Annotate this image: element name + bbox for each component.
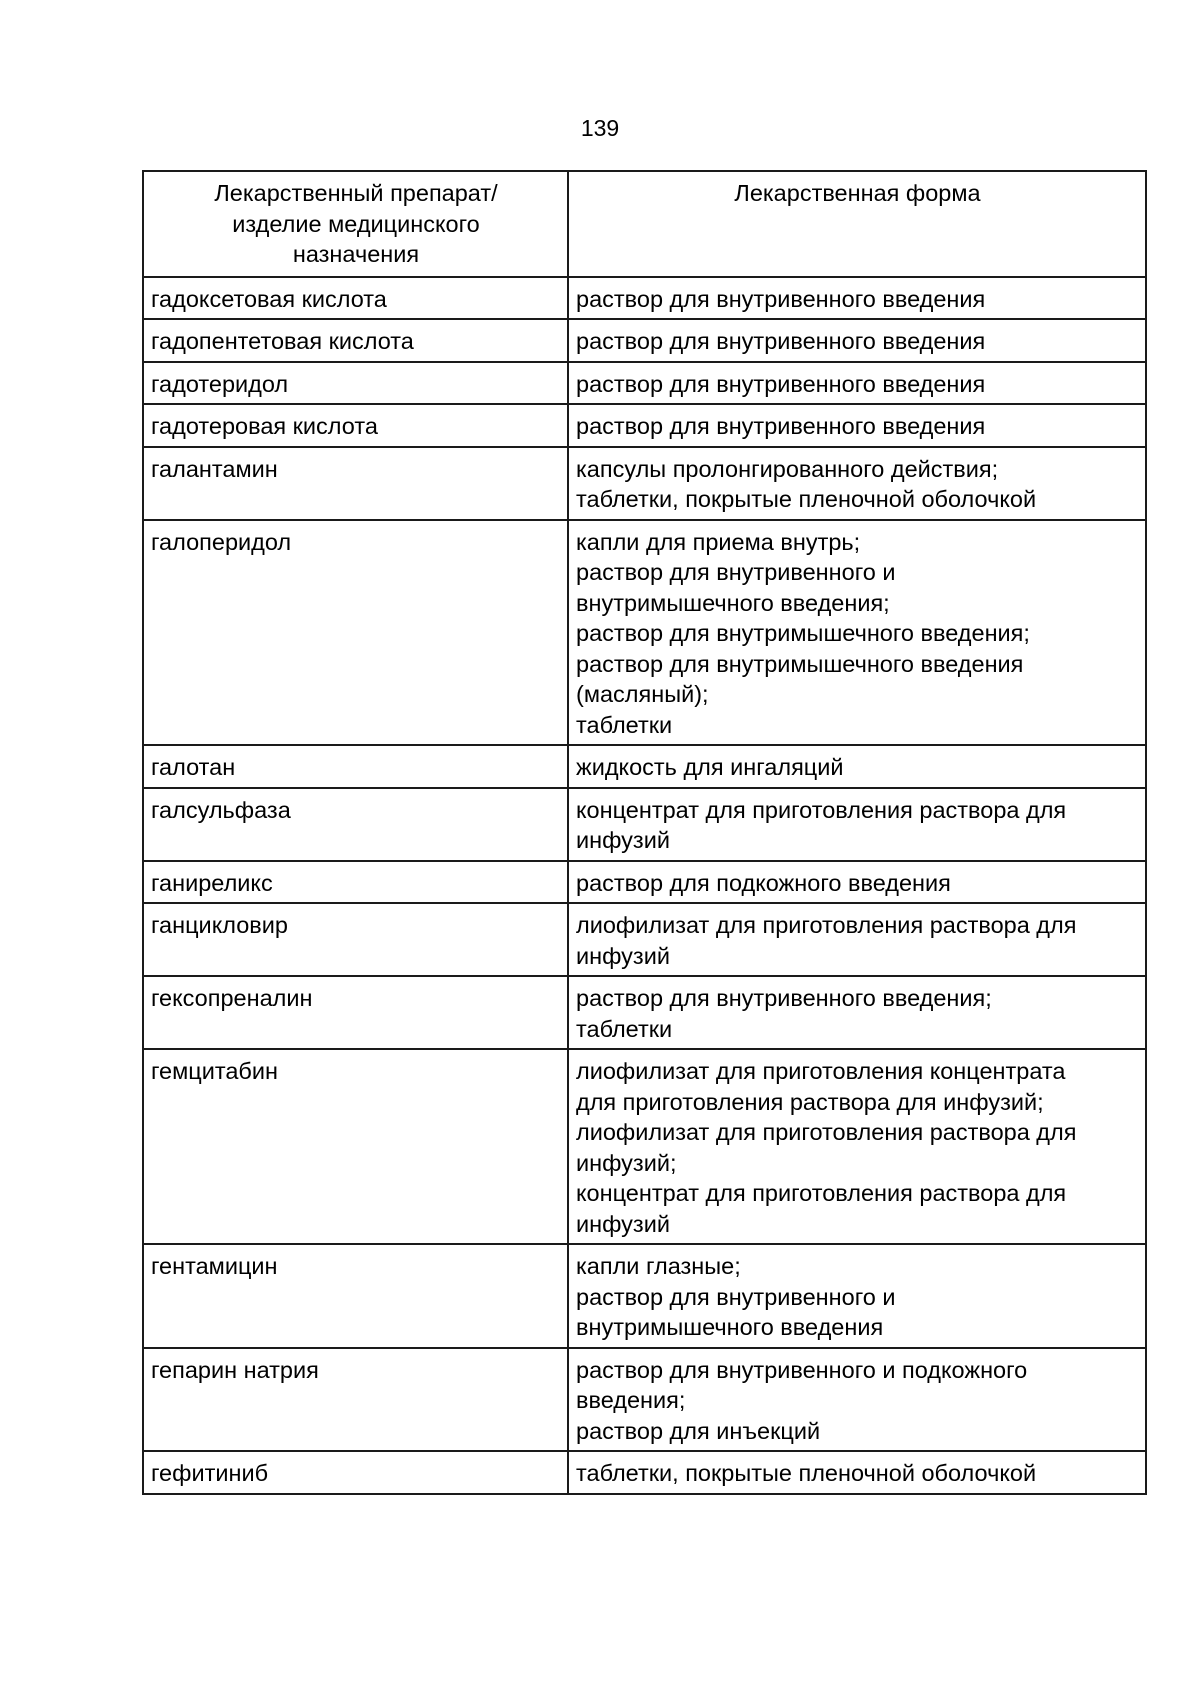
dosage-form-cell: раствор для внутривенного введения [568,319,1146,362]
drug-name-cell: гентамицин [143,1244,568,1348]
dosage-form-cell: таблетки, покрытые пленочной оболочкой [568,1451,1146,1494]
drug-table [142,170,1147,1495]
drug-name-cell: галоперидол [143,520,568,746]
page-number: 139 [580,115,620,141]
dosage-form-cell: лиофилизат для приготовления концентрата для приготовления раствора для инфузий; лиофилизат для приготовления раствора для инфузий; концентрат для приготовления раствора для инфузий [568,1049,1146,1244]
dosage-form-cell: капли глазные; раствор для внутривенного и внутримышечного введения [568,1244,1146,1348]
table-row [143,903,1146,976]
table-row [143,319,1146,362]
drug-name-cell: галантамин [143,447,568,520]
table-row [143,447,1146,520]
dosage-form-cell: раствор для подкожного введения [568,861,1146,904]
drug-name-cell: гадотеровая кислота [143,404,568,447]
dosage-form-cell: раствор для внутривенного и подкожного введения; раствор для инъекций [568,1348,1146,1452]
drug-name-cell: ганцикловир [143,903,568,976]
dosage-form-cell: раствор для внутривенного введения [568,362,1146,405]
table-row [143,861,1146,904]
table-row [143,788,1146,861]
dosage-form-cell: раствор для внутривенного введения [568,404,1146,447]
column-header-form: Лекарственная форма [568,171,1146,277]
table-row [143,277,1146,320]
dosage-form-cell: капсулы пролонгированного действия; таблетки, покрытые пленочной оболочкой [568,447,1146,520]
table-row [143,404,1146,447]
drug-name-cell: гексопреналин [143,976,568,1049]
dosage-form-cell: капли для приема внутрь; раствор для внутривенного и внутримышечного введения; раствор для внутримышечного введения; раствор для внутримышечного введения (масляный); таблетки [568,520,1146,746]
table-row [143,520,1146,746]
dosage-form-cell: раствор для внутривенного введения; таблетки [568,976,1146,1049]
table-row [143,1348,1146,1452]
table-row [143,1049,1146,1244]
drug-name-cell: галотан [143,745,568,788]
dosage-form-cell: лиофилизат для приготовления раствора для инфузий [568,903,1146,976]
dosage-form-cell: раствор для внутривенного введения [568,277,1146,320]
drug-name-cell: гефитиниб [143,1451,568,1494]
table-row [143,1451,1146,1494]
drug-name-cell: гадопентетовая кислота [143,319,568,362]
drug-name-cell: галсульфаза [143,788,568,861]
dosage-form-cell: концентрат для приготовления раствора для инфузий [568,788,1146,861]
table-row [143,1244,1146,1348]
table-header-row [143,171,1146,277]
table-row [143,745,1146,788]
column-header-drug: Лекарственный препарат/ изделие медицинского назначения [143,171,568,277]
dosage-form-cell: жидкость для ингаляций [568,745,1146,788]
table-row [143,976,1146,1049]
drug-name-cell: ганиреликс [143,861,568,904]
drug-name-cell: гемцитабин [143,1049,568,1244]
table-row [143,362,1146,405]
drug-name-cell: гадоксетовая кислота [143,277,568,320]
drug-name-cell: гепарин натрия [143,1348,568,1452]
drug-name-cell: гадотеридол [143,362,568,405]
